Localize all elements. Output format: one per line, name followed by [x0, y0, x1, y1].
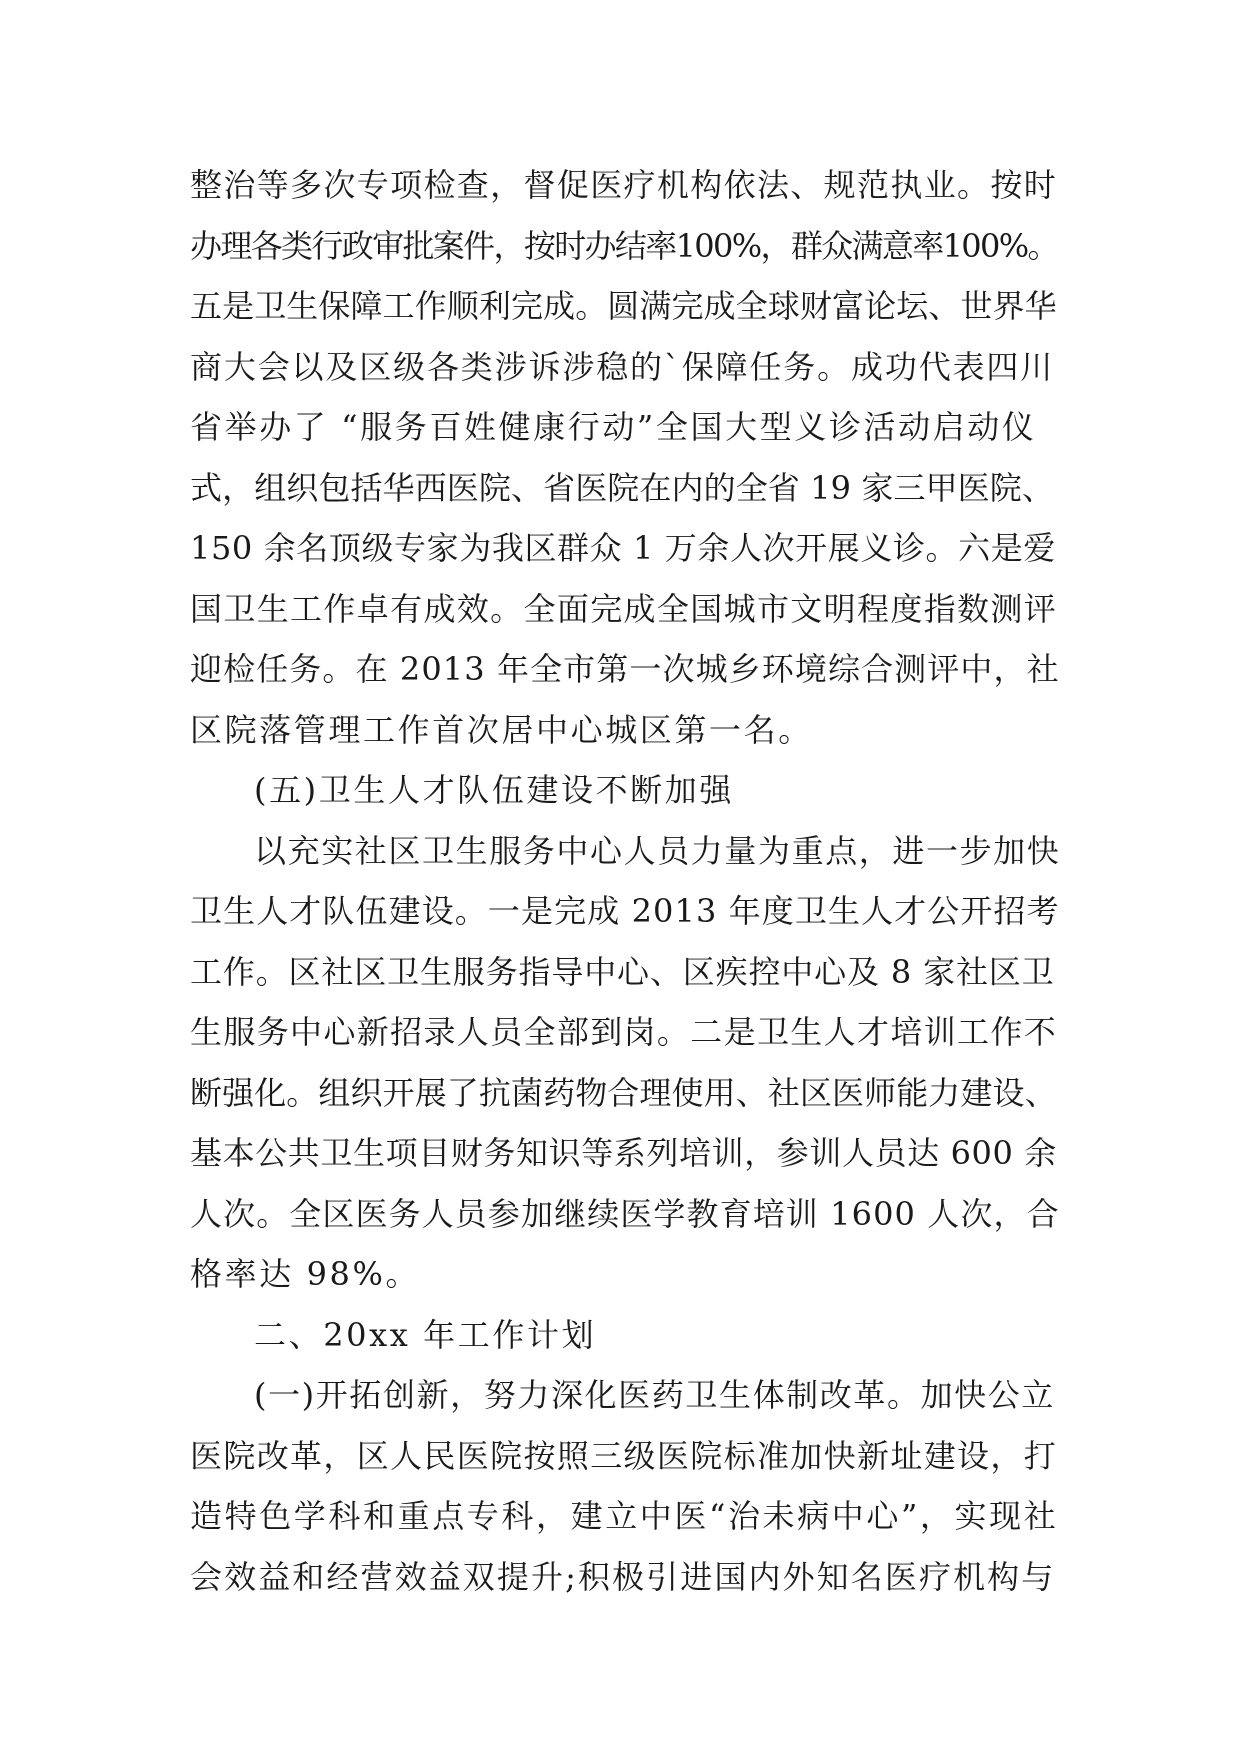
paragraph-first-line: 以充实社区卫生服务中心人员力量为重点，进一步加快	[254, 831, 1061, 870]
document-body	[190, 155, 1060, 1607]
body-line: 150 余名顶级专家为我区群众 1 万余人次开展义诊。六是爱	[190, 529, 1056, 567]
body-line: 区院落管理工作首次居中心城区第一名。	[190, 710, 813, 749]
body-line: 会效益和经营效益双提升;积极引进国内外知名医疗机构与	[190, 1557, 1056, 1596]
body-line: 格率达 98%。	[190, 1255, 421, 1293]
body-line: 人次。全区医务人员参加继续医学教育培训 1600 人次，合	[190, 1194, 1060, 1233]
chapter-heading: 二、20xx 年工作计划	[254, 1315, 597, 1354]
body-line: 办理各类行政审批案件，按时办结率100%，群众满意率100%。	[190, 226, 1058, 265]
body-line: 基本公共卫生项目财务知识等系列培训，参训人员达 600 余	[190, 1134, 1057, 1172]
body-line: 工作。区社区卫生服务指导中心、区疾控中心及 8 家社区卫	[190, 952, 1055, 991]
body-line: 式，组织包括华西医院、省医院在内的全省 19 家三甲医院、	[190, 468, 1054, 507]
section-heading: (五)卫生人才队伍建设不断加强	[254, 771, 734, 809]
body-line: 生服务中心新招录人员全部到岗。二是卫生人才培训工作不	[190, 1013, 1058, 1051]
body-line: 五是卫生保障工作顺利完成。圆满完成全球财富论坛、世界华	[190, 287, 1057, 325]
body-line: 医院改革，区人民医院按照三级医院标准加快新址建设，打	[190, 1436, 1058, 1475]
body-line: 造特色学科和重点专科，建立中医“治未病中心”，实现社	[190, 1497, 1059, 1535]
body-line: 省举办了 “服务百姓健康行动”全国大型义诊活动启动仪	[190, 408, 1037, 446]
body-line: 国卫生工作卓有成效。全面完成全国城市文明程度指数测评	[190, 589, 1058, 628]
paragraph-first-line: (一)开拓创新，努力深化医药卫生体制改革。加快公立	[254, 1376, 1055, 1414]
body-line: 商大会以及区级各类涉诉涉稳的`保障任务。成功代表四川	[190, 347, 1055, 386]
body-line: 卫生人才队伍建设。一是完成 2013 年度卫生人才公开招考	[190, 892, 1060, 930]
body-line: 断强化。组织开展了抗菌药物合理使用、社区医师能力建设、	[190, 1073, 1057, 1112]
body-line: 整治等多次专项检查，督促医疗机构依法、规范执业。按时	[190, 166, 1058, 204]
body-line: 迎检任务。在 2013 年全市第一次城乡环境综合测评中，社	[190, 650, 1060, 688]
